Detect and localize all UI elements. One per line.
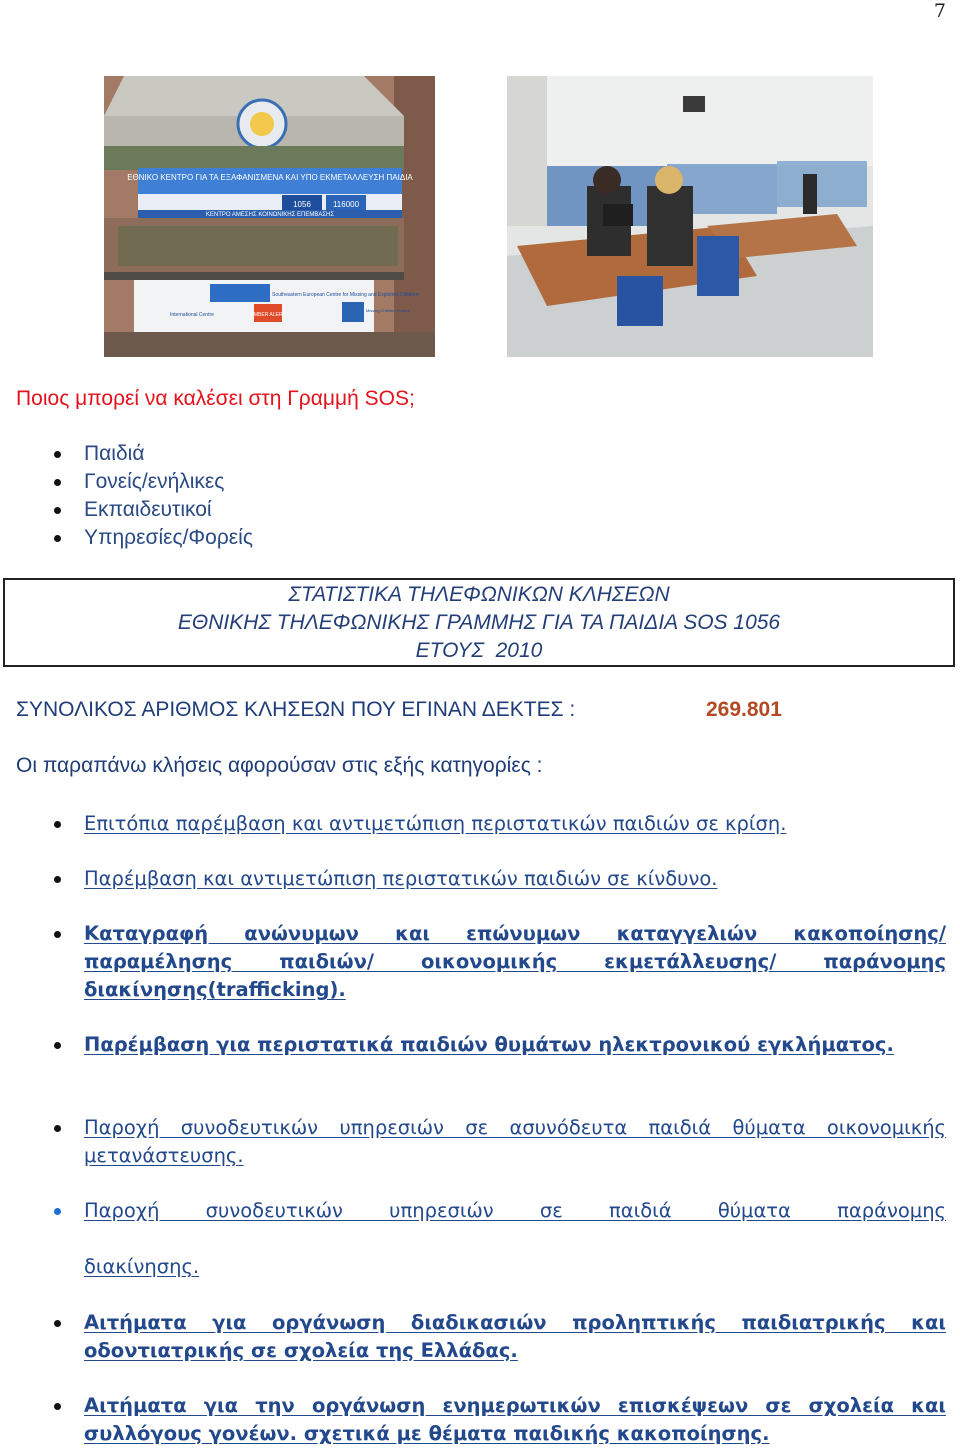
category-text: Επιτόπια παρέμβαση και αντιμετώπιση περιστατικών παιδιών σε κρίση. [84, 812, 787, 835]
category-text: Αιτήματα για οργάνωση διαδικασιών προληπτικής παιδιατρικής και οδοντιατρικής σε σχολεία της Ελλάδας. [84, 1311, 946, 1362]
call-center-photo [507, 76, 873, 357]
category-text: Παρέμβαση και αντιμετώπιση περιστατικών παιδιών σε κίνδυνο. [84, 867, 718, 890]
page-number: 7 [933, 0, 946, 22]
question-heading: Ποιος μπορεί να καλέσει στη Γραμμή SOS; [16, 387, 415, 410]
building-sign-text: ΕΘΝΙΚΟ ΚΕΝΤΡΟ ΓΙΑ ΤΑ ΕΞΑΦΑΝΙΣΜΕΝΑ ΚΑΙ ΥΠΟ ΕΚΜΕΤΑΛΛΕΥΣΗ ΠΑΙΔΙΑ [127, 173, 413, 182]
category-text: Παρέμβαση για περιστατικά παιδιών θυμάτων ηλεκτρονικού εγκλήματος. [84, 1033, 894, 1056]
category-item [50, 920, 946, 1004]
category-text: Αιτήματα για την οργάνωση ενημερωτικών επισκέψεων σε σχολεία και συλλόγους γονέων. σχετικά με θέματα παιδικής κακοποίησης. [84, 1394, 946, 1445]
building-sub-sign: ΚΕΝΤΡΟ ΑΜΕΣΗΣ ΚΟΙΝΩΝΙΚΗΣ ΕΠΕΜΒΑΣΗΣ [205, 212, 335, 218]
total-calls-value: 269.801 [706, 698, 782, 721]
category-text: Παροχή συνοδευτικών υπηρεσιών σε ασυνόδευτα παιδιά θύματα οικονομικής μετανάστευσης. [84, 1116, 946, 1167]
category-item-continuation [50, 1253, 946, 1281]
building-photo [104, 76, 435, 357]
list-item: Γονείς/ενήλικες [50, 468, 253, 496]
stats-title-line-1: ΣΤΑΤΙΣΤΙΚΑ ΤΗΛΕΦΩΝΙΚΩΝ ΚΛΗΣΕΩΝ [288, 582, 670, 606]
callers-list [50, 440, 253, 552]
total-calls-label: ΣΥΝΟΛΙΚΟΣ ΑΡΙΘΜΟΣ ΚΛΗΣΕΩΝ ΠΟΥ ΕΓΙΝΑΝ ΔΕΚΤΕΣ : [16, 698, 576, 721]
category-item [50, 1309, 946, 1365]
building-banner-4: Missing Children Europe [366, 308, 410, 313]
list-item: Εκπαιδευτικοί [50, 496, 253, 524]
category-item [50, 1197, 946, 1225]
categories-intro: Οι παραπάνω κλήσεις αφορούσαν στις εξής κατηγορίες : [16, 754, 543, 777]
category-item [50, 810, 946, 838]
list-item: Παιδιά [50, 440, 253, 468]
building-banner-2: International Centre [170, 312, 214, 318]
building-phone-1: 1056 [293, 200, 311, 209]
category-item [50, 1114, 946, 1170]
total-calls-line [16, 698, 782, 722]
category-item [50, 1392, 946, 1448]
list-item: Υπηρεσίες/Φορείς [50, 524, 253, 552]
category-item [50, 865, 946, 893]
building-phone-2: 116000 [332, 200, 360, 209]
category-text: διακίνησης. [84, 1255, 200, 1278]
stats-title-line-3: ΕΤΟΥΣ 2010 [415, 638, 543, 662]
category-text: Παροχή συνοδευτικών υπηρεσιών σε παιδιά θύματα παράνομης [84, 1199, 946, 1222]
stats-title-line-2: ΕΘΝΙΚΗΣ ΤΗΛΕΦΩΝΙΚΗΣ ΓΡΑΜΜΗΣ ΓΙΑ ΤΑ ΠΑΙΔΙΑ SOS 1056 [177, 610, 781, 634]
category-text: Καταγραφή ανώνυμων και επώνυμων καταγγελιών κακοποίησης/ παραμέλησης παιδιών/ οικονομικής εκμετάλλευσης/ παράνομης διακίνησης(trafficking). [84, 922, 946, 1001]
building-banner-3: AMBER ALERT [250, 312, 286, 318]
statistics-title-box [3, 578, 955, 667]
building-banner-1: Southeastern European Centre for Missing and Exploited Children [272, 292, 419, 298]
category-item [50, 1031, 946, 1059]
